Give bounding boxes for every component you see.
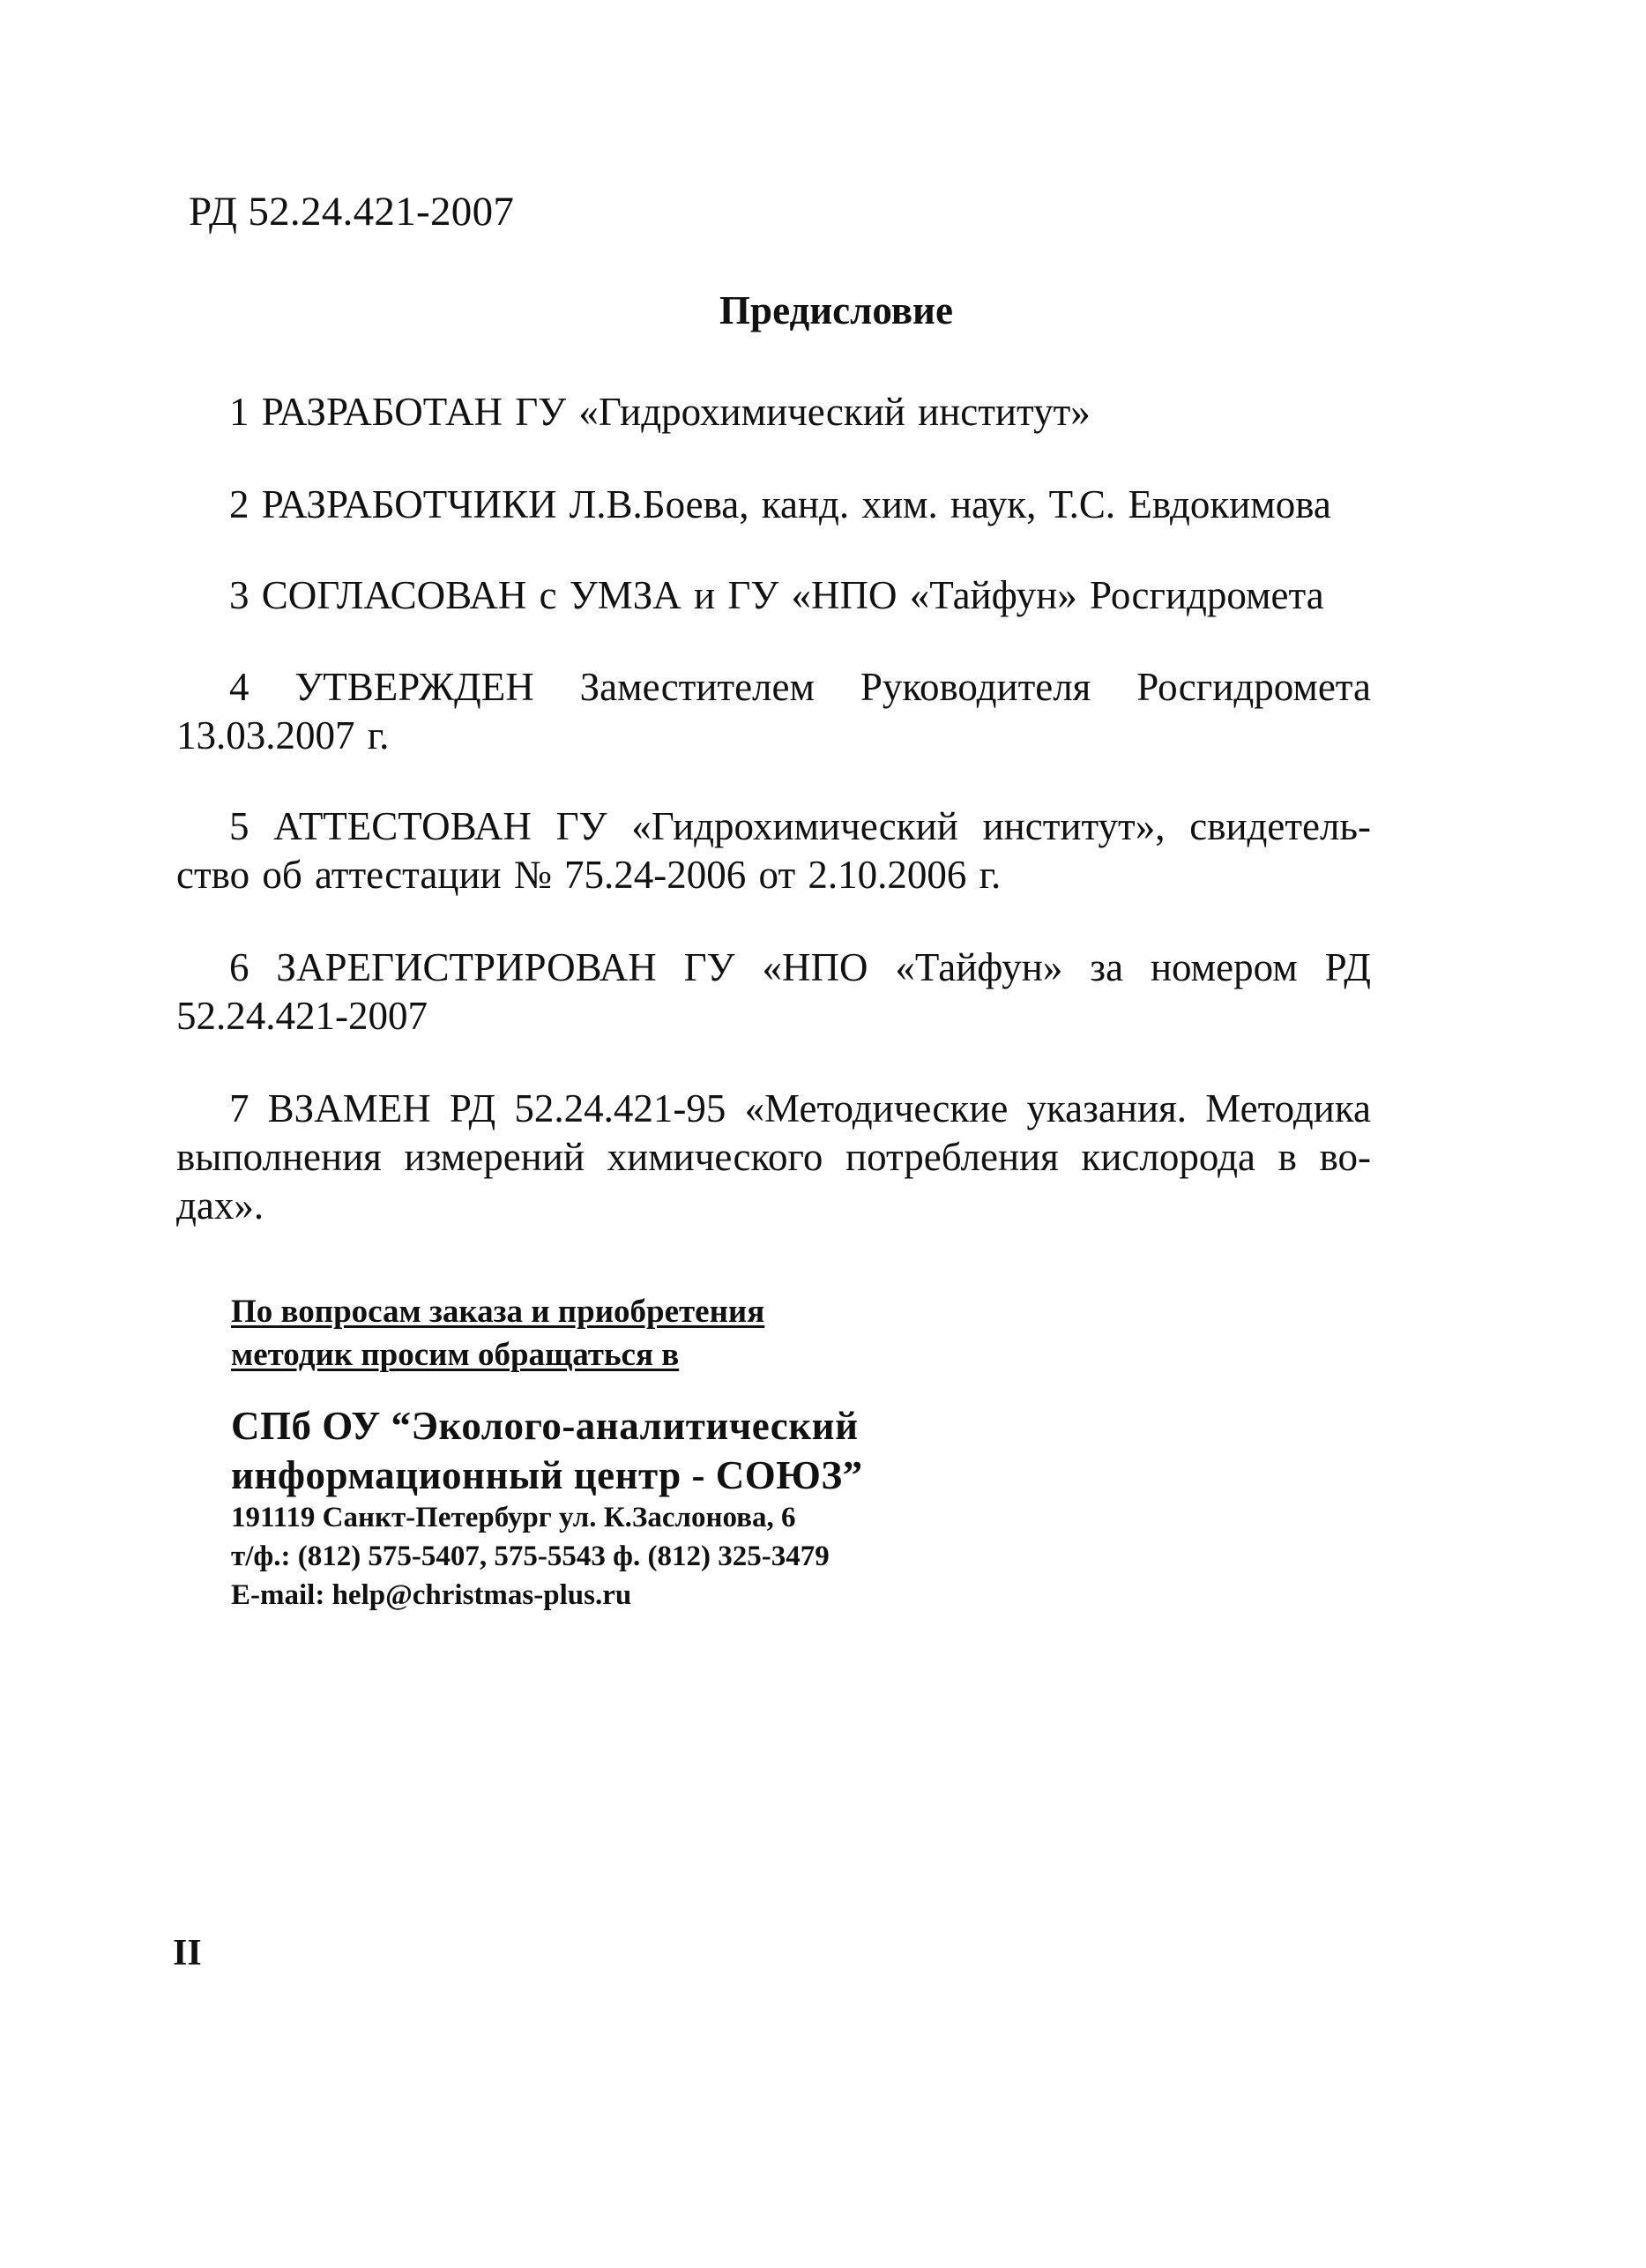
- item-line: 5 АТТЕСТОВАН ГУ «Гидрохимический институт», свидетель-: [229, 804, 1371, 848]
- item-line: ство об аттестации № 75.24-2006 от 2.10.2006 г.: [176, 852, 1002, 897]
- preface-item-5: [176, 802, 1371, 899]
- contacts-heading-line: По вопросам заказа и приобретения: [231, 1294, 765, 1330]
- preface-title: Предисловие: [719, 288, 953, 332]
- item-line: 13.03.2007 г.: [176, 712, 390, 757]
- preface-item-3: [176, 571, 1371, 620]
- item-line: 1 РАЗРАБОТАН ГУ «Гидрохимический институт»: [229, 390, 1091, 434]
- organization-details: [231, 1499, 830, 1615]
- contacts-heading-line: методик просим обращаться в: [231, 1336, 680, 1373]
- page-number: II: [173, 1933, 202, 1973]
- preface-item-7: [176, 1085, 1371, 1230]
- preface-item-4: [176, 663, 1371, 760]
- item-line: 52.24.421-2007: [176, 993, 428, 1038]
- item-line: 2 РАЗРАБОТЧИКИ Л.В.Боева, канд. хим. наук, Т.С. Евдокимова: [229, 482, 1331, 526]
- item-line: 3 СОГЛАСОВАН с УМЗА и ГУ «НПО «Тайфун» Росгидромета: [229, 573, 1324, 617]
- item-line: 6 ЗАРЕГИСТРИРОВАН ГУ «НПО «Тайфун» за номером РД: [229, 945, 1371, 989]
- item-line: 7 ВЗАМЕН РД 52.24.421-95 «Методические указания. Методика: [229, 1086, 1371, 1130]
- item-line: 4 УТВЕРЖДЕН Заместителем Руководителя Росгидромета: [229, 665, 1371, 709]
- preface-item-2: [176, 481, 1371, 529]
- preface-item-1: [176, 388, 1371, 436]
- organization-name-line: информационный центр - СОЮЗ”: [231, 1452, 863, 1497]
- organization-name-line: СПб ОУ “Эколого-аналитический: [231, 1404, 859, 1448]
- document-code: РД 52.24.421-2007: [189, 189, 515, 235]
- item-line: выполнения измерений химического потребления кислорода в во-: [176, 1134, 1371, 1179]
- organization-address: 191119 Санкт-Петербург ул. К.Заслонова, 6: [231, 1502, 796, 1533]
- organization-phones: т/ф.: (812) 575-5407, 575-5543 ф. (812) 325-3479: [231, 1540, 830, 1572]
- organization-name: [231, 1402, 863, 1501]
- organization-email: E-mail: help@christmas-plus.ru: [231, 1578, 632, 1611]
- item-line: дах».: [176, 1182, 264, 1227]
- preface-item-6: [176, 944, 1371, 1041]
- contacts-heading: [231, 1291, 764, 1377]
